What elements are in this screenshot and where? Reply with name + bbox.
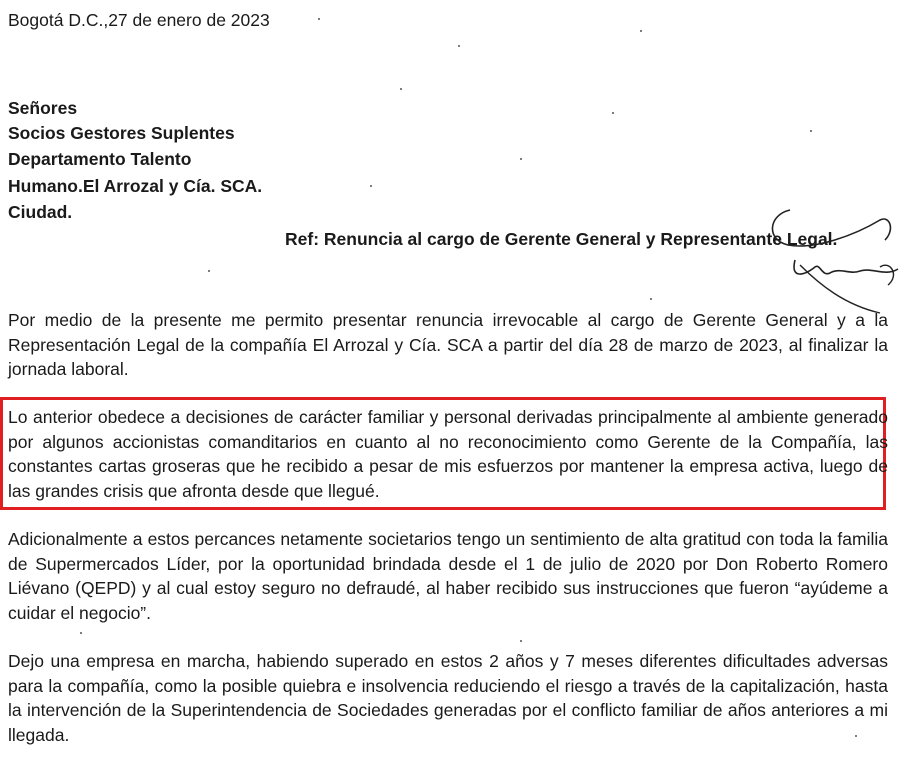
signature-scribble	[760, 205, 901, 315]
letter-date: Bogotá D.C.,27 de enero de 2023	[8, 10, 270, 30]
scan-speck	[80, 632, 82, 634]
scan-speck	[400, 88, 402, 90]
scan-speck	[208, 270, 210, 272]
scan-speck	[520, 158, 522, 160]
recipient-line: Humano.El Arrozal y Cía. SCA.	[8, 176, 263, 196]
recipient-line: Ciudad.	[8, 202, 73, 222]
paragraph-1: Por medio de la presente me permito presentar renuncia irrevocable al cargo de Gerente General y a la Representación Legal de la compañía El Arrozal y Cía. SCA a partir del día 28 de marzo de 2023, al finalizar la jornada laboral.	[8, 310, 888, 379]
scan-speck	[650, 298, 652, 300]
paragraph-4: Dejo una empresa en marcha, habiendo superado en estos 2 años y 7 meses diferentes dificultades adversas para la compañía, como la posible quiebra e insolvencia reduciendo el riesgo a través de la capitalización, hasta la intervención de la Superintendencia de Sociedades generadas por el conflicto familiar de años anteriores a mi llegada.	[8, 651, 888, 745]
recipient-line: Departamento Talento	[8, 149, 192, 169]
scan-speck	[458, 45, 460, 47]
reference-line: Ref: Renuncia al cargo de Gerente General y Representante Legal.	[285, 229, 838, 249]
paragraph-2: Lo anterior obedece a decisiones de carácter familiar y personal derivadas principalmente al ambiente generado por algunos accionistas comanditarios en cuanto al no reconocimiento como Gerente de la Compañía, las constantes cartas groseras que he recibido a pesar de mis esfuerzos por mantener la empresa activa, luego de las grandes crisis que afronta desde que llegué.	[8, 407, 888, 501]
scan-speck	[318, 18, 320, 20]
scan-speck	[855, 735, 857, 737]
recipient-line: Socios Gestores Suplentes	[8, 123, 235, 143]
scan-speck	[370, 185, 372, 187]
recipient-line: Señores	[8, 98, 78, 118]
scan-speck	[810, 130, 812, 132]
scan-speck	[612, 112, 614, 114]
scan-speck	[640, 30, 642, 32]
scan-speck	[520, 640, 522, 642]
paragraph-3: Adicionalmente a estos percances netamente societarios tengo un sentimiento de alta gratitud con toda la familia de Supermercados Líder, por la oportunidad brindada desde el 1 de julio de 2020 por Don Roberto Romero Liévano (QEPD) y al cual estoy seguro no defraudé, al haber recibido sus instrucciones que fueron “ayúdeme a cuidar el negocio”.	[8, 529, 888, 623]
